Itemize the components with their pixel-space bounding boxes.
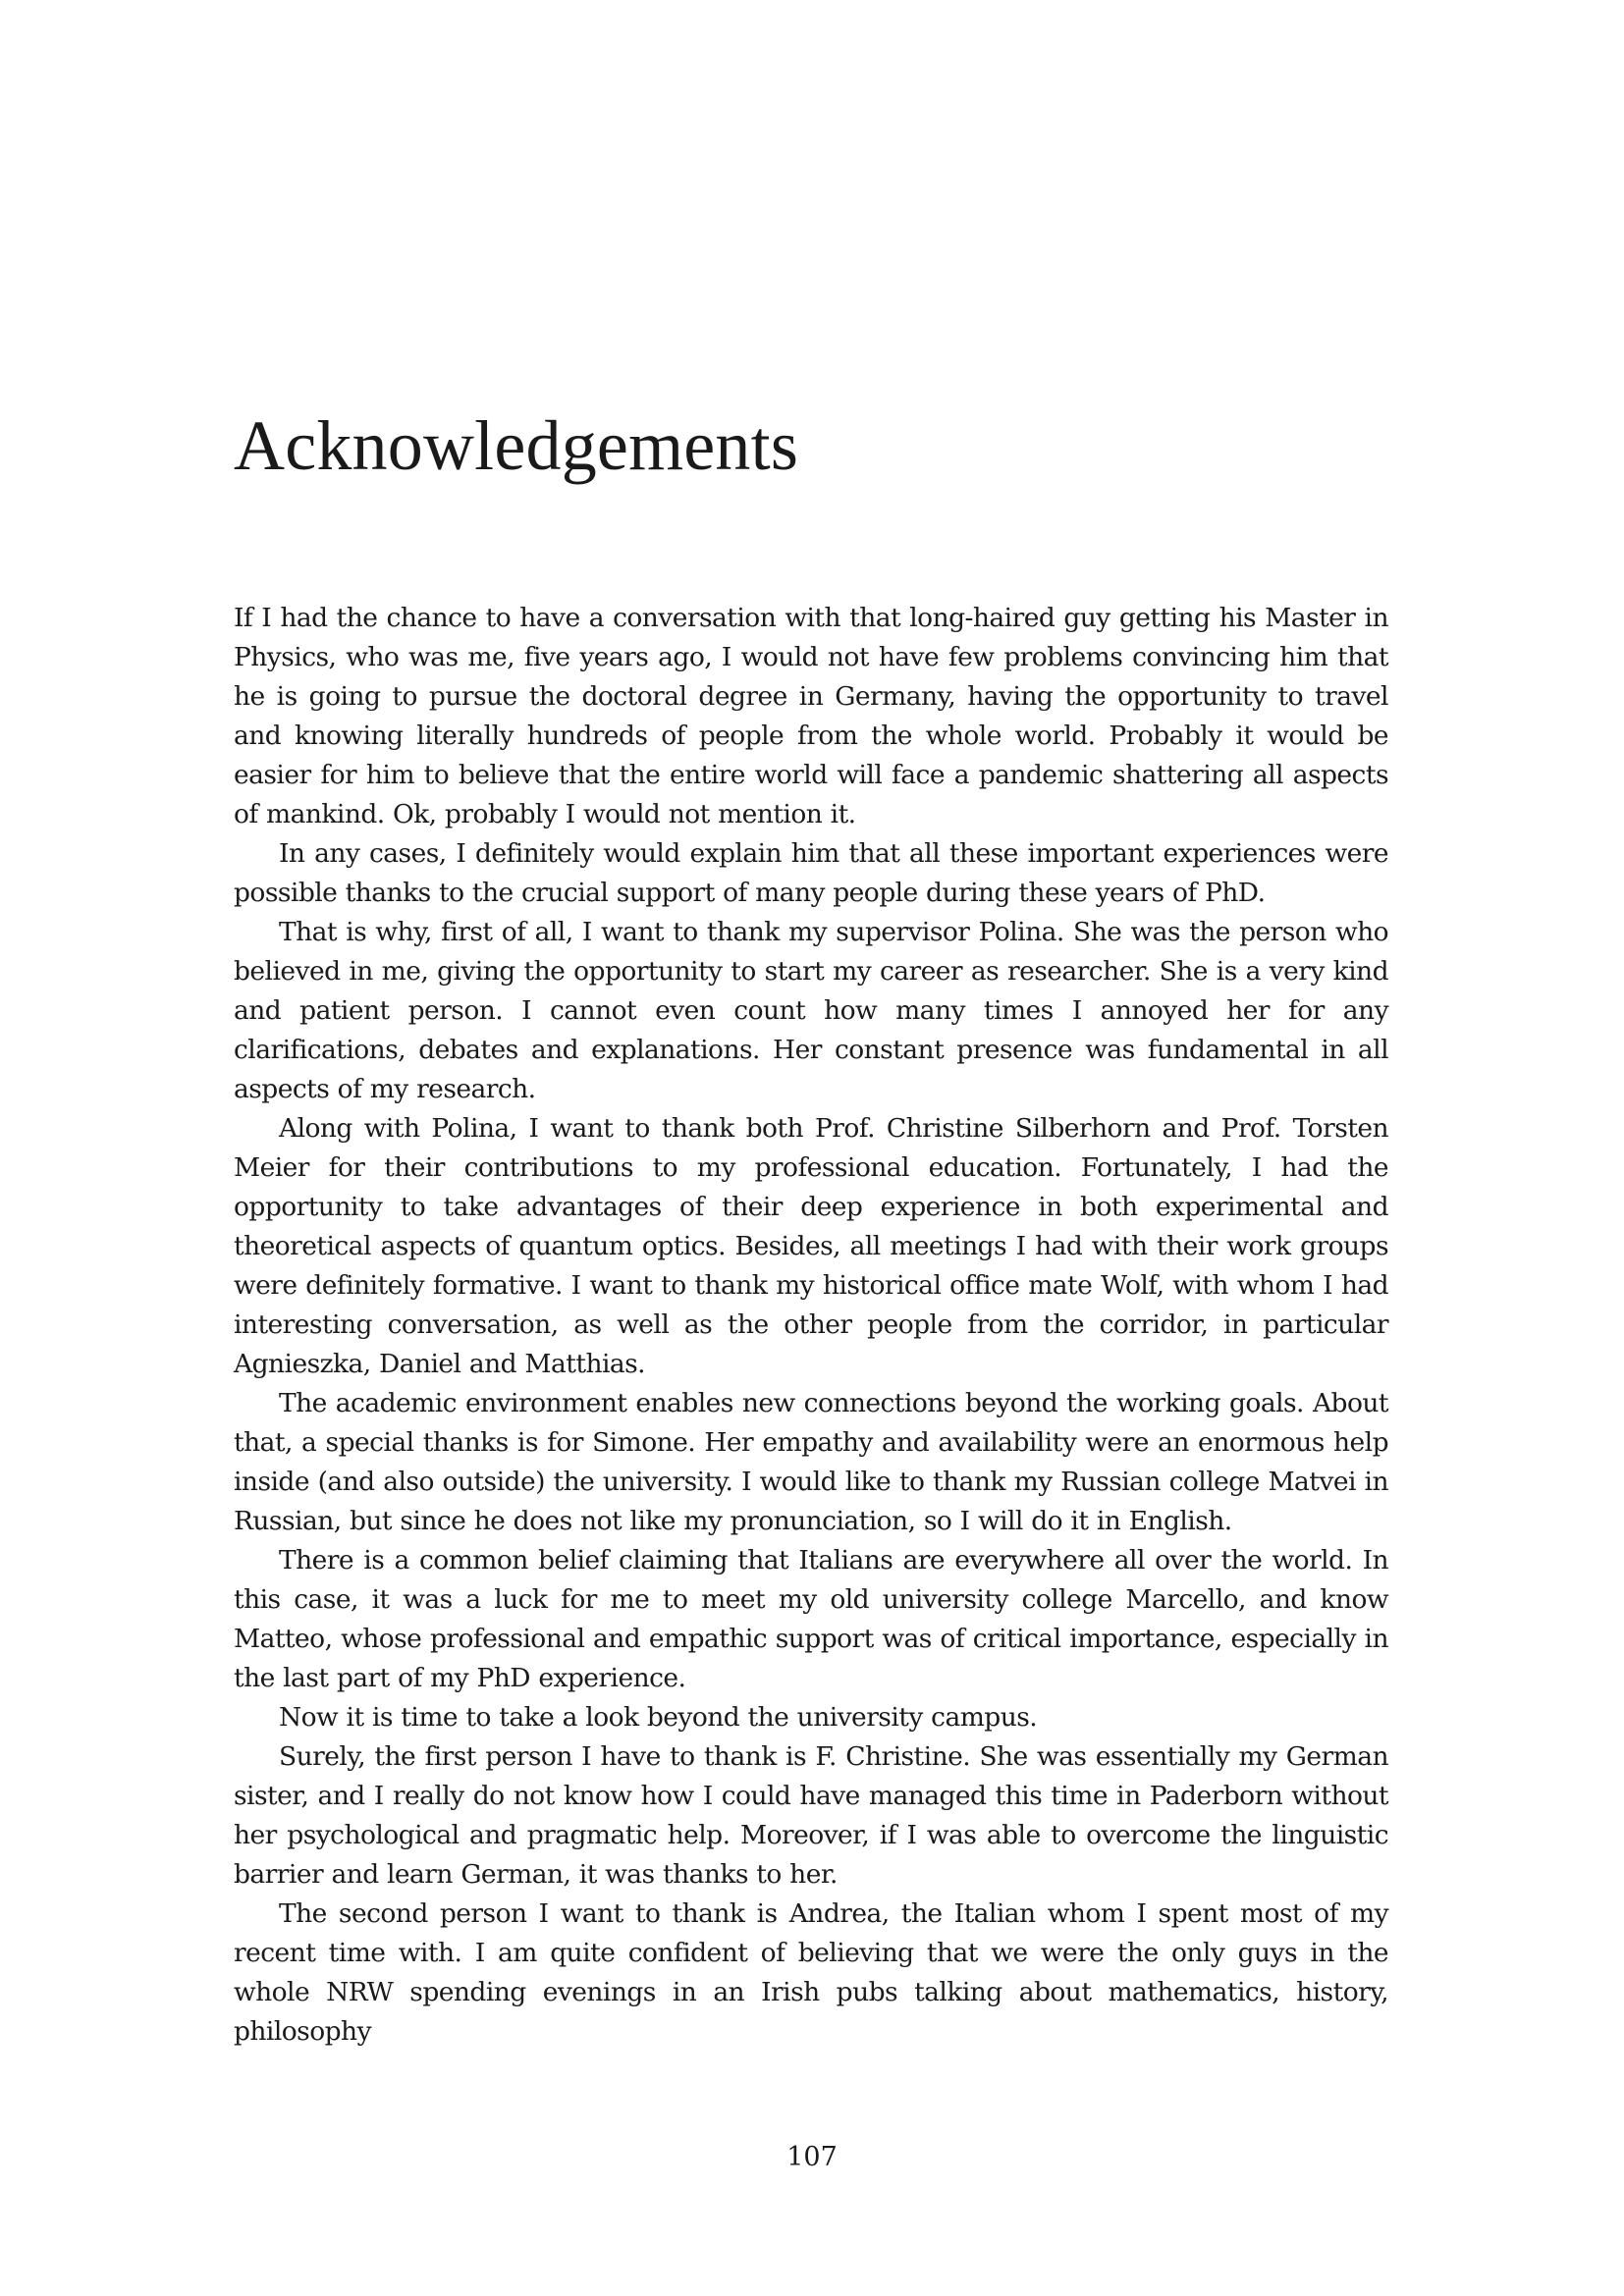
paragraph-academic-environment: The academic environment enables new connections beyond the working goals. About that, a special thanks is for Simone. Her empathy and availability were an enormous help inside (and also outside) the university. I would like to thank my Russian college Matvei in Russian, but since he does not like my pronunciation, so I will do it in English.	[234, 1388, 1388, 1536]
paragraph-intro: If I had the chance to have a conversation with that long-haired guy getting his Master in Physics, who was me, five years ago, I would not have few problems convincing him that he is going to pursue the doctoral degree in Germany, having the opportunity to travel and knowing literally hundreds of people from the whole world. Probably it would be easier for him to believe that the entire world will face a pandemic shattering all aspects of mankind. Ok, probably I would not mention it.	[234, 603, 1388, 829]
paragraph-italians: There is a common belief claiming that Italians are everywhere all over the world. In this case, it was a luck for me to meet my old university college Marcello, and know Matteo, whose professional and empathic support was of critical importance, especially in the last part of my PhD experience.	[234, 1545, 1388, 1693]
chapter-title: Acknowledgements	[234, 406, 799, 485]
body-text	[234, 599, 1388, 2052]
paragraph-beyond-campus: Now it is time to take a look beyond the university campus.	[279, 1702, 1038, 1733]
paragraph-professors: Along with Polina, I want to thank both Prof. Christine Silberhorn and Prof. Torsten Meier for their contributions to my professional education. Fortunately, I had the opportunity to take advantages of their deep experience in both experimental and theoretical aspects of quantum optics. Besides, all meetings I had with their work groups were definitely formative. I want to thank my historical office mate Wolf, with whom I had interesting conversation, as well as the other people from the corridor, in particular Agnieszka, Daniel and Matthias.	[234, 1113, 1388, 1379]
paragraph-andrea: The second person I want to thank is Andrea, the Italian whom I spent most of my recent time with. I am quite confident of believing that we were the only guys in the whole NRW spending evenings in an Irish pubs talking about mathematics, history, philosophy	[234, 1898, 1388, 2047]
paragraph-phd-support: In any cases, I definitely would explain him that all these important experiences were possible thanks to the crucial support of many people during these years of PhD.	[234, 838, 1388, 908]
page-number: 107	[786, 2142, 838, 2172]
paragraph-christine: Surely, the first person I have to thank is F. Christine. She was essentially my German sister, and I really do not know how I could have managed this time in Paderborn without her psychological and pragmatic help. Moreover, if I was able to overcome the linguistic barrier and learn German, it was thanks to her.	[234, 1741, 1388, 1890]
paragraph-supervisor: That is why, first of all, I want to thank my supervisor Polina. She was the person who believed in me, giving the opportunity to start my career as researcher. She is a very kind and patient person. I cannot even count how many times I annoyed her for any clarifications, debates and explanations. Her constant presence was fundamental in all aspects of my research.	[234, 917, 1388, 1104]
